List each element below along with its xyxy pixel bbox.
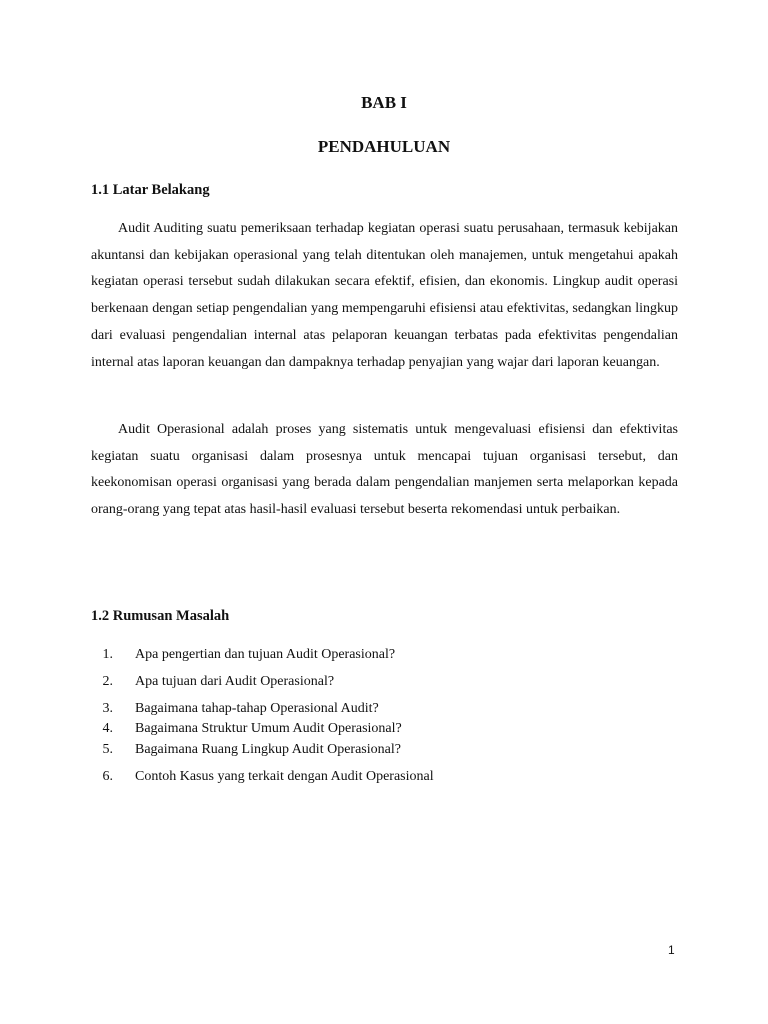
list-item-text: Bagaimana Struktur Umum Audit Operasional? xyxy=(135,721,402,736)
list-item xyxy=(91,647,395,663)
list-item-number: 2. xyxy=(102,674,113,689)
list-item-number: 4. xyxy=(102,721,113,736)
section-heading-latar-belakang: 1.1 Latar Belakang xyxy=(91,182,210,198)
list-item xyxy=(91,721,402,737)
section-heading-rumusan-masalah: 1.2 Rumusan Masalah xyxy=(91,608,230,624)
list-item-text: Apa pengertian dan tujuan Audit Operasional? xyxy=(135,647,396,662)
list-item-number: 3. xyxy=(102,701,113,716)
list-item-number: 5. xyxy=(102,742,113,757)
list-item-number: 1. xyxy=(102,647,113,662)
paragraph-audit-auditing: Audit Auditing suatu pemeriksaan terhadap kegiatan operasi suatu perusahaan, termasuk kebijakan akuntansi dan kebijakan operasional yang telah ditentukan oleh manajemen, untuk mengetahui apakah kegiatan operasi tersebut sudah dilakukan secara efektif, efisien, dan ekonomis. Lingkup audit operasi berkenaan dengan setiap pengendalian yang mempengaruhi efisiensi atau efektivitas, sedangkan lingkup dari evaluasi pengendalian internal atas pelaporan keuangan terbatas pada efektivitas pengendalian internal atas laporan keuangan dan dampaknya terhadap penyajian yang wajar dari laporan keuangan. xyxy=(91,221,678,370)
list-item xyxy=(91,769,434,785)
page-number: 1 xyxy=(668,943,675,957)
list-item xyxy=(91,701,379,717)
chapter-title: PENDAHULUAN xyxy=(317,137,451,156)
list-item-number: 6. xyxy=(102,769,113,784)
list-item-text: Bagaimana tahap-tahap Operasional Audit? xyxy=(135,701,379,716)
list-item xyxy=(91,674,334,690)
list-item xyxy=(91,742,401,758)
list-item-text: Contoh Kasus yang terkait dengan Audit Operasional xyxy=(135,769,434,784)
paragraph-audit-operasional: Audit Operasional adalah proses yang sistematis untuk mengevaluasi efisiensi dan efektivitas kegiatan suatu organisasi dalam prosesnya untuk mencapai tujuan organisasi tersebut, dan keekonomisan operasi organisasi yang berada dalam pengendalian manjemen serta melaporkan kepada orang-orang yang tepat atas hasil-hasil evaluasi tersebut beserta rekomendasi untuk perbaikan. xyxy=(91,422,678,518)
list-item-text: Apa tujuan dari Audit Operasional? xyxy=(135,674,335,689)
list-item-text: Bagaimana Ruang Lingkup Audit Operasional? xyxy=(135,742,401,757)
chapter-label: BAB I xyxy=(361,93,407,112)
